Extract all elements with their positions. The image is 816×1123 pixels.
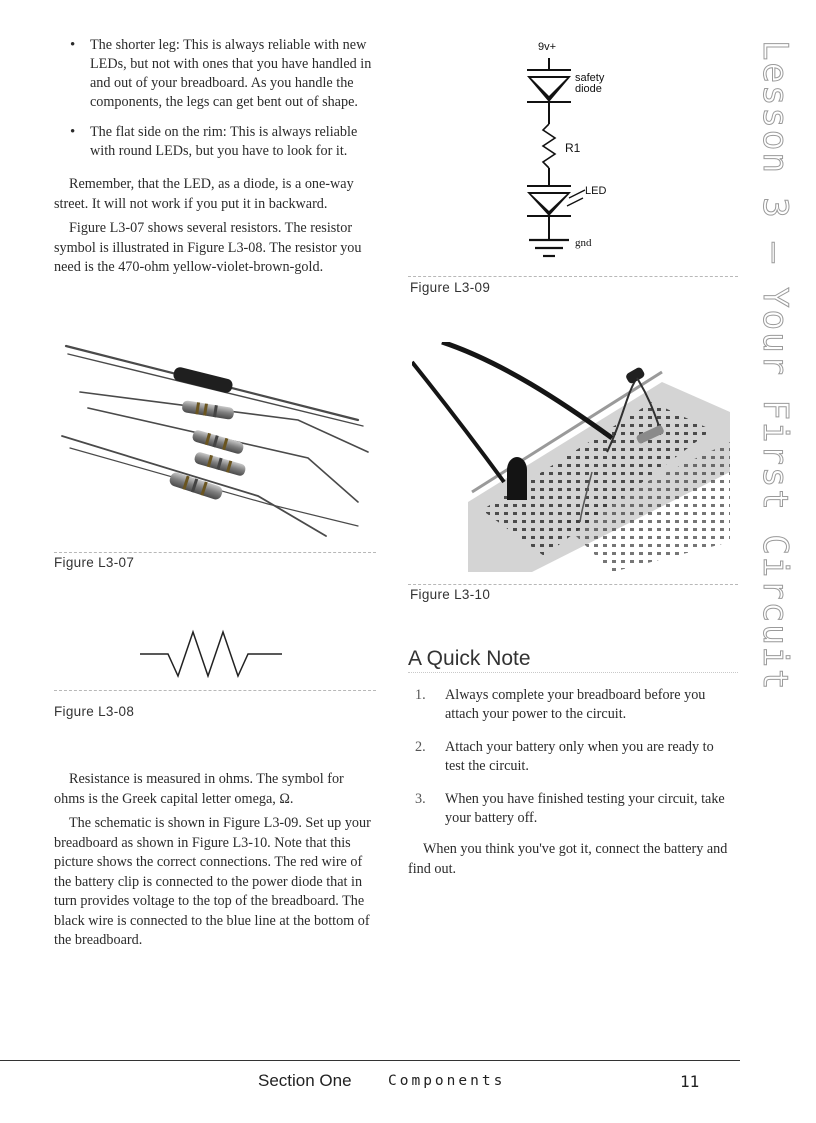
step-text: When you have finished testing your circuit, take your battery off. [445, 791, 725, 826]
lesson-side-title [752, 36, 802, 716]
list-item [410, 686, 730, 724]
figure-caption-l3-10: Figure L3-10 [410, 587, 491, 602]
figure-rule [54, 690, 376, 691]
quick-note-title: A Quick Note [408, 647, 531, 670]
page-number: 11 [680, 1072, 700, 1091]
schematic-label-gnd: gnd [575, 237, 592, 249]
body-paragraph: Resistance is measured in ohms. The symbol for ohms is the Greek capital letter omega, Ω. [54, 771, 344, 807]
schematic-label-supply: 9v+ [538, 41, 557, 53]
step-text: Attach your battery only when you are ready to test the circuit. [445, 739, 714, 774]
step-text: Always complete your breadboard before you attach your power to the circuit. [445, 687, 706, 722]
resistor-symbol [140, 628, 285, 678]
footer-rule [0, 1060, 740, 1061]
list-item [410, 738, 730, 776]
figure-caption-l3-09: Figure L3-09 [410, 280, 491, 295]
figure-rule [408, 584, 738, 585]
step-number: 2. [415, 739, 426, 755]
bullet-item: • The flat side on the rim: This is always reliable with round LEDs, but you have to look for it. [70, 123, 376, 161]
circuit-schematic [505, 36, 635, 268]
schematic-label-safety: safety [575, 72, 605, 84]
figure-caption-l3-08: Figure L3-08 [54, 704, 135, 719]
schematic-label-diode: diode [575, 83, 602, 95]
bullet-item: • The shorter leg: This is always reliable with new LEDs, but not with ones that you have handled in and out of your breadboard. As you handle the components, the legs can get bent out of shape. [70, 36, 376, 112]
lower-left-text [54, 770, 376, 951]
bullet-list [54, 36, 376, 161]
title-underline [408, 672, 738, 673]
body-paragraph: Remember, that the LED, as a diode, is a one-way street. It will not work if you put it in backward. [54, 176, 354, 212]
left-column [54, 36, 376, 278]
footer-chapter: Components [388, 1073, 506, 1089]
schematic-label-r1: R1 [565, 141, 581, 155]
list-item [410, 790, 730, 828]
figure-caption-l3-07: Figure L3-07 [54, 555, 135, 570]
resistors-photo [58, 336, 376, 544]
footer-section: Section One [258, 1071, 352, 1090]
schematic-label-led: LED [585, 185, 607, 197]
breadboard-photo [412, 342, 730, 572]
body-paragraph: The schematic is shown in Figure L3-09. Set up your breadboard as shown in Figure L3-10. Note that this picture shows the correct connections. The red wire of the battery clip is connected to the power diode that in turn provides voltage to the top of the breadboard. The black wire is connected to the blue line at the bottom of the breadboard. [54, 815, 371, 948]
lesson-side-title-text: Lesson 3 — Your First Circuit [755, 40, 795, 692]
step-number: 3. [415, 791, 426, 807]
quick-note-steps [410, 686, 730, 842]
figure-rule [408, 276, 738, 277]
closing-paragraph: When you think you've got it, connect the battery and find out. [408, 841, 728, 877]
step-number: 1. [415, 687, 426, 703]
body-paragraph: Figure L3-07 shows several resistors. The resistor symbol is illustrated in Figure L3-08. The resistor you need is the 470-ohm yellow-violet-brown-gold. [54, 220, 362, 275]
figure-rule [54, 552, 376, 553]
